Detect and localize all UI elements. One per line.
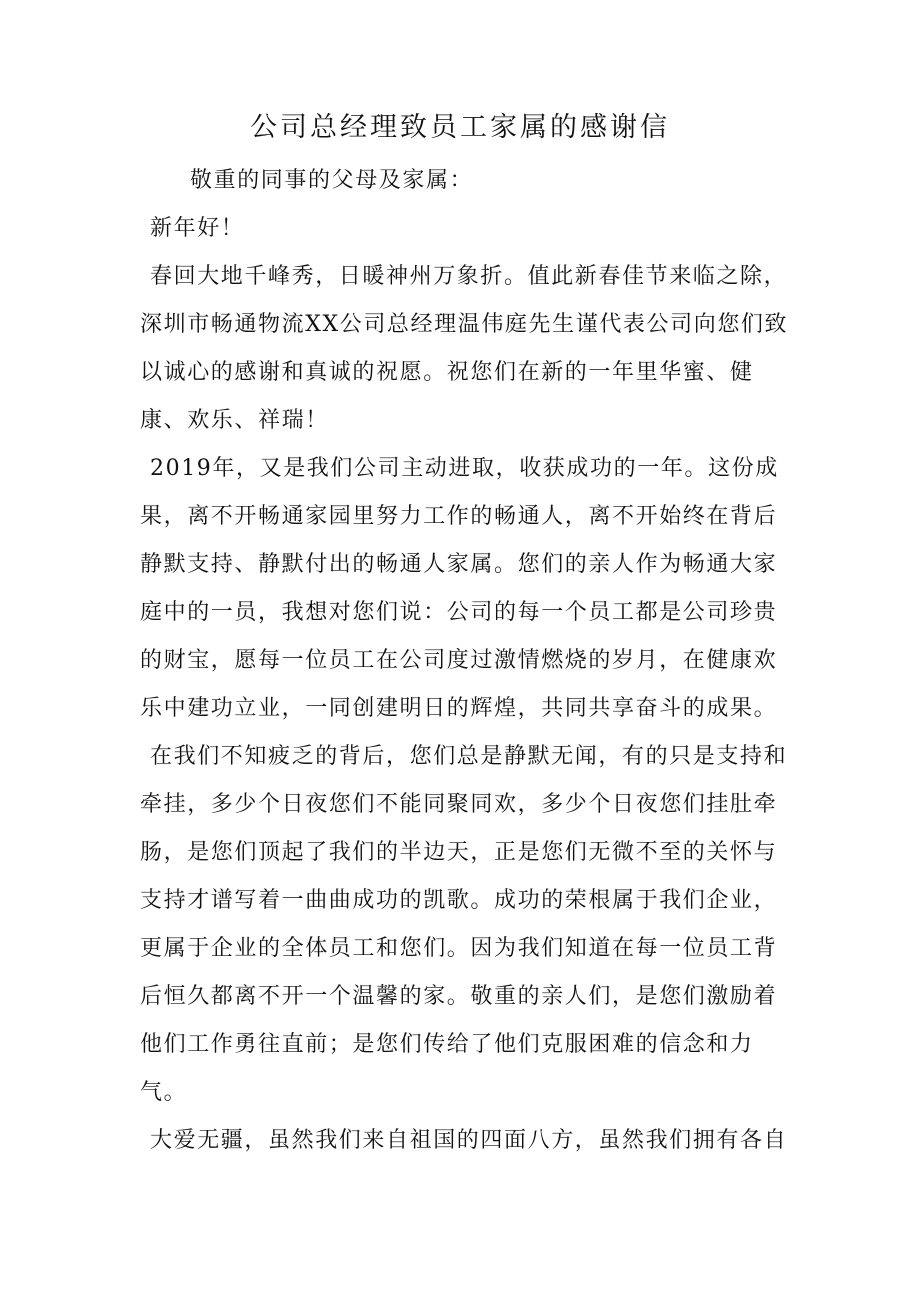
paragraph-line: 以诚心的感谢和真诚的祝愿。祝您们在新的一年里华蜜、健 [140,360,754,385]
paragraph-line: 静默支持、静默付出的畅通人家属。您们的亲人作为畅通大家 [140,552,778,577]
paragraph-line: 更属于企业的全体员工和您们。因为我们知道在每一位员工背 [140,936,778,961]
paragraph-line: 庭中的一员，我想对您们说：公司的每一个员工都是公司珍贵 [140,600,778,625]
paragraph-line: 果，离不开畅通家园里努力工作的畅通人，离不开始终在背后 [140,504,778,529]
paragraph-line: 康、欢乐、祥瑞！ [140,408,329,433]
paragraph-line: 支持才谱写着一曲曲成功的凯歌。成功的荣根属于我们企业， [140,888,778,913]
paragraph-line: 肠，是您们顶起了我们的半边天，正是您们无微不至的关怀与 [140,840,778,865]
paragraph-line: 后恒久都离不开一个温馨的家。敬重的亲人们，是您们激励着 [140,984,778,1009]
paragraph-line: 春回大地千峰秀，日暖神州万象折。值此新春佳节来临之除， [150,264,788,289]
paragraph-line: 他们工作勇往直前；是您们传给了他们克服困难的信念和力 [140,1032,754,1057]
paragraph-line: 大爱无疆，虽然我们来自祖国的四面八方，虽然我们拥有各自 [150,1128,788,1153]
paragraph-line: 乐中建功立业，一同创建明日的辉煌，共同共享奋斗的成果。 [140,696,778,721]
letter-title: 公司总经理致员工家属的感谢信 [250,112,670,143]
paragraph-line: 的财宝，愿每一位员工在公司度过激情燃烧的岁月，在健康欢 [140,648,778,673]
paragraph-line: 在我们不知疲乏的背后，您们总是静默无闻，有的只是支持和 [150,744,788,769]
paragraph-line: 深圳市畅通物流XX公司总经理温伟庭先生谨代表公司向您们致 [140,312,789,337]
paragraph-line: 气。 [140,1080,188,1105]
paragraph-line: 牵挂，多少个日夜您们不能同聚同欢，多少个日夜您们挂肚牵 [140,792,778,817]
salutation: 敬重的同事的父母及家属： [190,168,474,193]
paragraph-line: 2019年，又是我们公司主动进取，收获成功的一年。这份成 [150,456,779,481]
greeting: 新年好！ [150,216,245,241]
